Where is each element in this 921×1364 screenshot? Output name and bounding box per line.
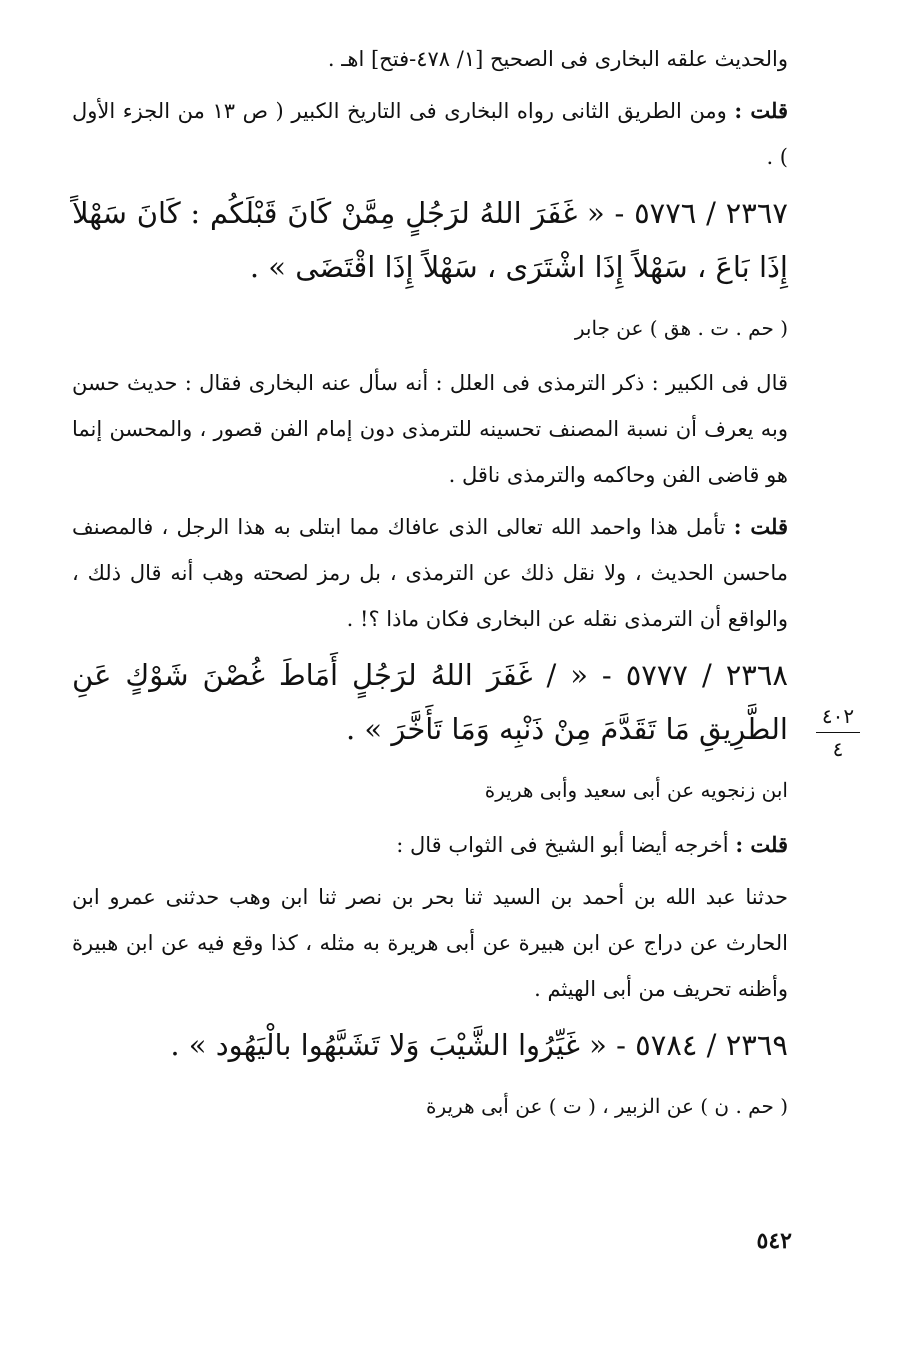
qultu-label: قلت :: [734, 98, 788, 123]
page-number: ٥٤٢: [756, 1228, 792, 1254]
paragraph-bukhari-note: والحديث علقه البخارى فى الصحيح [١/ ٤٧٨-فتح] اهـ .: [327, 47, 788, 71]
page-body: [72, 36, 788, 1138]
margin-reference: [812, 702, 864, 763]
qultu-label: قلت :: [733, 514, 788, 539]
hadith-2368: ٢٣٦٨ / ٥٧٧٧ - « / غَفَرَ اللهُ لرَجُلٍ أَمَاطَ غُصْنَ شَوْكٍ عَنِ الطَّرِيقِ مَا تَقَدَّمَ مِنْ ذَنْبِه وَمَا تَأَخَّرَ » .: [72, 658, 788, 746]
paragraph-kabir-comment: قال فى الكبير : ذكر الترمذى فى العلل : أنه سأل عنه البخارى فقال : حديث حسن وبه يعرف أن نسبة المصنف تحسينه للترمذى دون إمام الفن قصور ، والمحسن إنما هو قاضى الفن وحاكمه والترمذى ناقل .: [72, 371, 788, 487]
paragraph-qultu-2: قلت : تأمل هذا واحمد الله تعالى الذى عافاك مما ابتلى به هذا الرجل ، فالمصنف ماحسن الحديث ، ولا نقل ذلك عن الترمذى ، بل رمز لصحته وهب أنه قال ذلك ، والواقع أن الترمذى نقله عن البخارى فكان ماذا ؟! .: [72, 514, 788, 631]
hadith-source-2369: ( حم . ن ) عن الزبير ، ( ت ) عن أبى هريرة: [426, 1094, 788, 1118]
paragraph-qultu-1: قلت : ومن الطريق الثانى رواه البخارى فى التاريخ الكبير ( ص ١٣ من الجزء الأول ) .: [72, 98, 788, 169]
margin-reference-top: ٤٠٢: [821, 704, 855, 728]
margin-reference-bottom: ٤: [832, 737, 844, 761]
qultu-label: قلت :: [735, 832, 788, 857]
paragraph-isnad: حدثنا عبد الله بن أحمد بن السيد ثنا بحر بن نصر ثنا ابن وهب حدثنى عمرو ابن الحارث عن دراج عن ابن هبيرة عن أبى هريرة به مثله ، كذا وقع فيه عن ابن هبيرة وأظنه تحريف من أبى الهيثم .: [72, 885, 788, 1001]
paragraph-qultu-3: قلت : أخرجه أيضا أبو الشيخ فى الثواب قال :: [396, 832, 788, 857]
margin-reference-divider: [816, 732, 860, 733]
hadith-2369: ٢٣٦٩ / ٥٧٨٤ - « غَيِّرُوا الشَّيْبَ وَلا تَشَبَّهُوا بالْيَهُود » .: [170, 1028, 788, 1062]
hadith-source-2367: ( حم . ت . هق ) عن جابر: [574, 316, 788, 340]
hadith-source-2368: ابن زنجويه عن أبى سعيد وأبى هريرة: [484, 778, 788, 802]
hadith-2367: ٢٣٦٧ / ٥٧٧٦ - « غَفَرَ اللهُ لرَجُلٍ مِمَّنْ كَانَ قَبْلَكُم : كَانَ سَهْلاً إِذَا بَاعَ ، سَهْلاً إِذَا اشْتَرَى ، سَهْلاً إِذَا اقْتَضَى » .: [72, 196, 788, 284]
